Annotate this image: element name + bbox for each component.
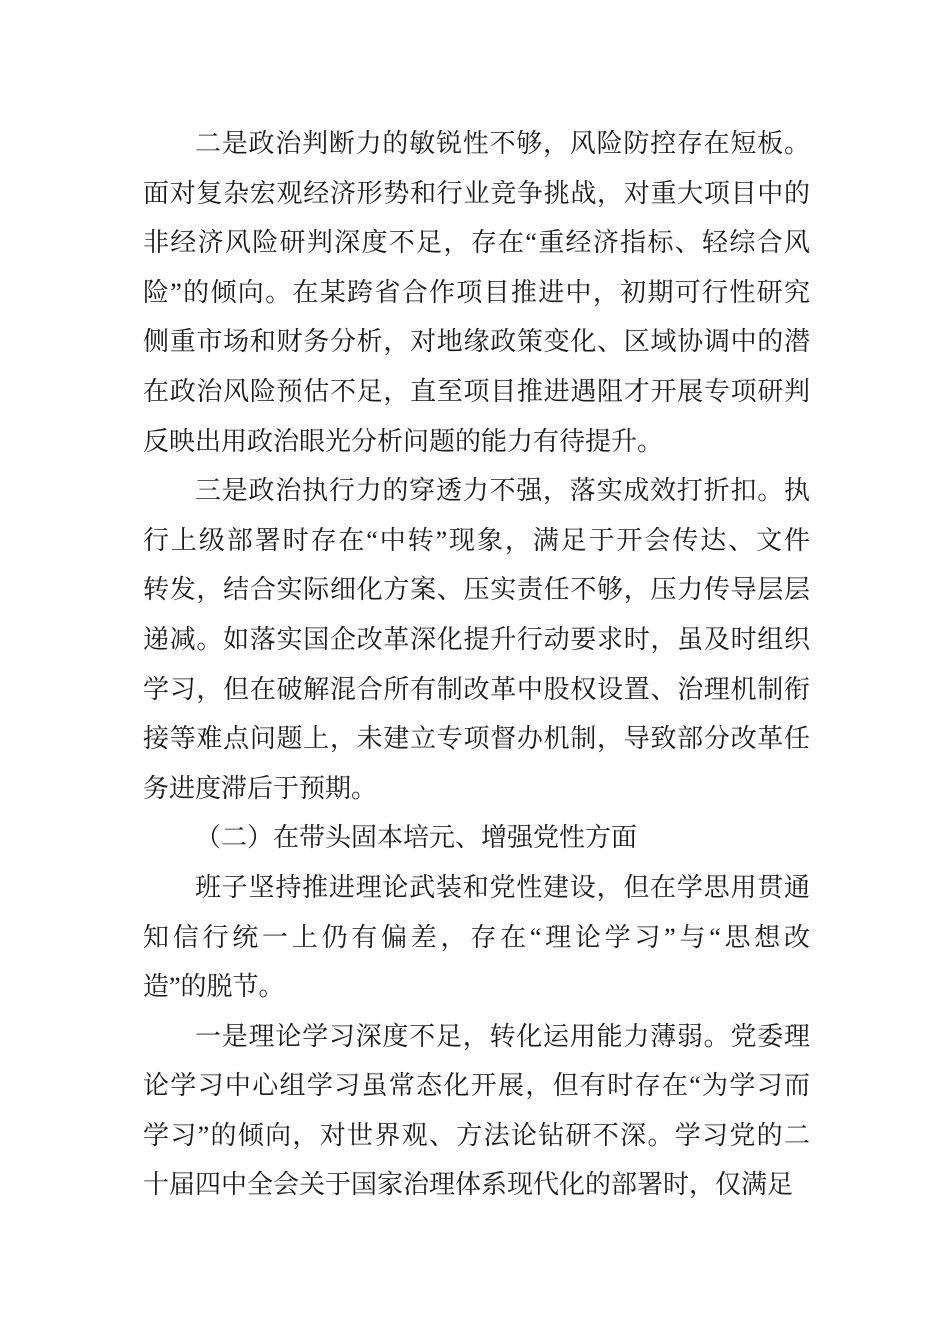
body-paragraph xyxy=(143,863,810,1012)
text-line: 险”的倾向。在某跨省合作项目推进中，初期可行性研究 xyxy=(143,277,810,307)
text-line: 班子坚持推进理论武装和党性建设，但在学思用贯通 xyxy=(195,872,810,902)
text-line: 转发，结合实际细化方案、压实责任不够，压力传导层层 xyxy=(143,575,810,605)
text-line: 造”的脱节。 xyxy=(143,972,285,1002)
text-line: 知信行统一上仍有偏差，存在“理论学习”与“思想改 xyxy=(143,922,810,952)
text-line: 行上级部署时存在“中转”现象，满足于开会传达、文件 xyxy=(143,525,810,555)
text-line: 接等难点问题上，未建立专项督办机制，导致部分改革任 xyxy=(143,724,810,754)
section-heading xyxy=(143,813,810,863)
text-line: 非经济风险研判深度不足，存在“重经济指标、轻综合风 xyxy=(143,228,810,258)
text-line: （二）在带头固本培元、增强党性方面 xyxy=(195,823,638,853)
text-line: 一是理论学习深度不足，转化运用能力薄弱。党委理 xyxy=(195,1021,810,1051)
document-body xyxy=(143,119,810,1210)
text-line: 递减。如落实国企改革深化提升行动要求时，虽及时组织 xyxy=(143,624,810,654)
body-paragraph xyxy=(143,466,810,813)
text-line: 务进度滞后于预期。 xyxy=(143,773,378,803)
text-line: 二是政治判断力的敏锐性不够，风险防控存在短板。 xyxy=(195,129,810,158)
text-line: 反映出用政治眼光分析问题的能力有待提升。 xyxy=(143,426,664,456)
text-line: 学习”的倾向，对世界观、方法论钻研不深。学习党的二 xyxy=(143,1120,810,1150)
text-line: 面对复杂宏观经济形势和行业竞争挑战，对重大项目中的 xyxy=(143,178,810,208)
text-line: 十届四中全会关于国家治理体系现代化的部署时，仅满足 xyxy=(143,1170,794,1200)
text-line: 论学习中心组学习虽常态化开展，但有时存在“为学习而 xyxy=(143,1071,810,1101)
body-paragraph xyxy=(143,119,810,466)
body-paragraph xyxy=(143,1012,810,1210)
text-line: 侧重市场和财务分析，对地缘政策变化、区域协调中的潜 xyxy=(143,327,810,357)
text-line: 学习，但在破解混合所有制改革中股权设置、治理机制衔 xyxy=(143,674,810,704)
text-line: 在政治风险预估不足，直至项目推进遇阻才开展专项研判 xyxy=(143,376,810,406)
text-line: 三是政治执行力的穿透力不强，落实成效打折扣。执 xyxy=(195,476,810,506)
